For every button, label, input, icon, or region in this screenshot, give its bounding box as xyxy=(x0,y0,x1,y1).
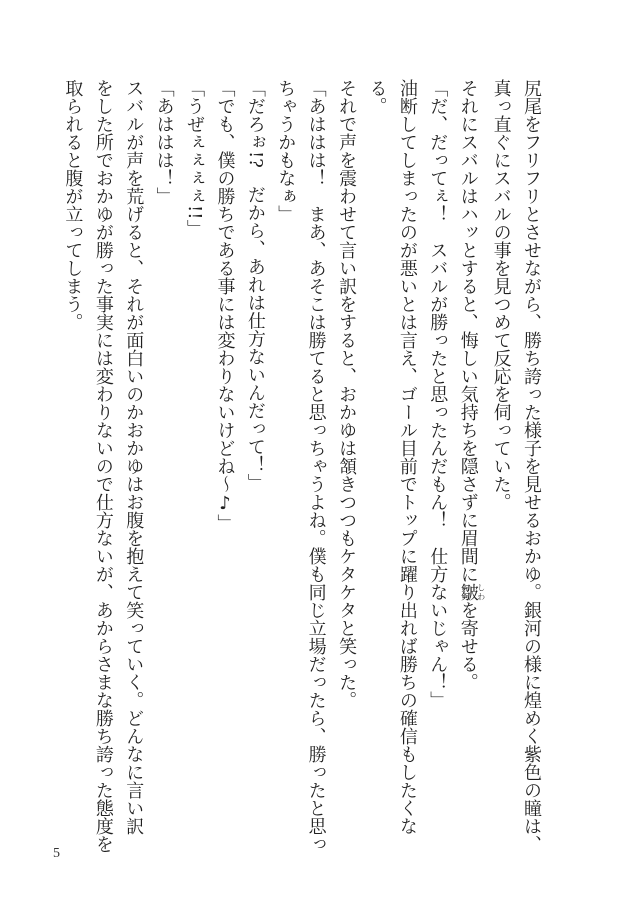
text-line: 油断してしまったのが悪いとは言え、ゴール目前でトップに躍り出れば勝ちの確信もしたくな xyxy=(396,79,418,835)
text-line: をした所でおかゆが勝った事実には変わりないので仕方ないが、あからさまな勝ち誇った態度を xyxy=(92,79,114,853)
text-line: 「うぜぇぇぇぇ!!」 xyxy=(184,79,206,238)
text-line: 真っ直ぐにスバルの事を見つめて反応を伺っていた。 xyxy=(490,79,512,511)
text-line: スバルが声を荒げると、それが面白いのかおかゆはお腹を抱えて笑っていく。どんなに言い訳 xyxy=(123,79,145,835)
page-number: 5 xyxy=(53,846,60,861)
text-line: 「だろぉ!? だから、あれは仕方ないんだって！」 xyxy=(244,79,266,492)
text-line: それにスバルはハッとすると、悔しい気持ちを隠さずに眉間に皺しわを寄せる。 xyxy=(457,79,486,691)
text-line: 「あははは！」 xyxy=(153,79,175,205)
text-line: 「でも、僕の勝ちである事には変わりないけどね～♪」 xyxy=(214,79,236,532)
text-line: 尻尾をフリフリとさせながら、勝ち誇った様子を見せるおかゆ。銀河の様に煌めく紫色の瞳は、 xyxy=(521,79,542,853)
text-line: 「あははは！ まあ、あそこは勝てると思っちゃうよね。僕も同じ立場だったら、勝ったと思っ xyxy=(305,79,327,853)
text-line: 「だ、だってぇ！ スバルが勝ったと思ったんだもん！ 仕方ないじゃん！」 xyxy=(427,79,449,709)
text-line: ちゃうかもなぁ」 xyxy=(275,79,297,223)
text-line: それで声を震わせて言い訳をすると、おかゆは頷きつつもケタケタと笑った。 xyxy=(336,79,358,709)
text-line: 取られると腹が立ってしまう。 xyxy=(62,79,84,331)
text-line: る。 xyxy=(366,79,388,115)
vertical-text-body xyxy=(57,79,546,853)
ruby-annotation: 皺しわ xyxy=(457,583,486,601)
ruby-text: しわ xyxy=(476,583,486,601)
